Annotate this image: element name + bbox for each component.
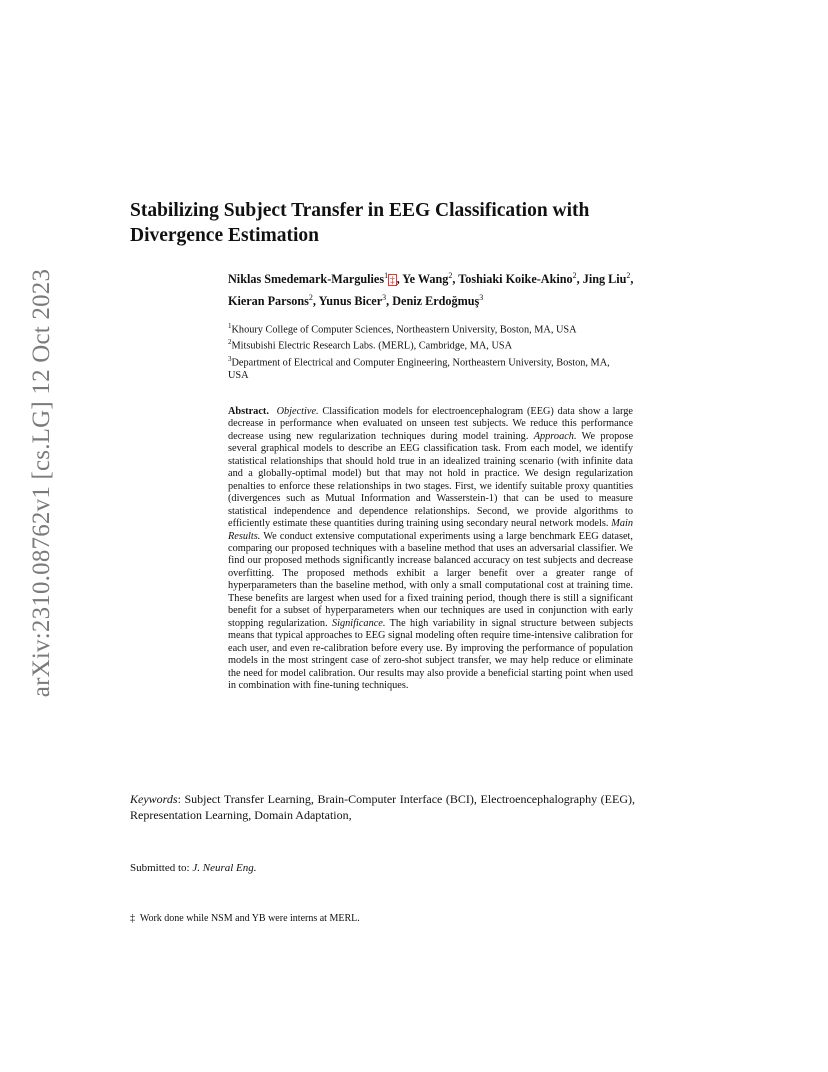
author-affiliation-mark: 3	[479, 293, 484, 303]
abstract	[228, 406, 633, 692]
author-list: Niklas Smedemark-Margulies$^1$ ‡ , Ye Wang$^2$, Toshiaki Koike-Akino$^2$, Jing Liu$^2$, Kieran Parsons$^2$, Yunus Bicer$^3$, Deniz Erdoğmuş$^3$	[228, 271, 634, 309]
author-affiliation-mark: 2	[448, 271, 453, 280]
author-name: Yunus Bicer	[318, 294, 383, 309]
author-name: Ye Wang	[402, 272, 449, 287]
affiliation-mark: 3	[228, 354, 232, 363]
journal-name: J. Neural Eng.	[192, 862, 257, 874]
author-name: Niklas Smedemark-Margulies	[228, 272, 385, 287]
author-affiliation-mark: 2	[626, 271, 631, 280]
affiliation-text: Mitsubishi Electric Research Labs. (MERL), Cambridge, MA, USA	[231, 340, 513, 352]
arxiv-id-text: arXiv:2310.08762v1 [cs.LG] 12 Oct 2023	[28, 268, 55, 698]
abstract-label: Abstract.	[228, 406, 269, 417]
author-affiliation-mark: 2	[308, 293, 313, 303]
keywords-text: : Subject Transfer Learning, Brain-Computer Interface (BCI), Electroencephalography (EEG), Representation Learning, Domain Adaptation,	[130, 792, 635, 822]
significance-text: The high variability in signal structure between subjects means that typical approaches to EEG signal modeling often require time-intensive calibration for each user, and even re-calibration before every use. By improving the performance of population models in the most stringent case of zero-shot subject transfer, we may help reduce or eliminate the need for model calibration. Our results may also provide a beneficial starting point when used in combination with fine-tuning techniques.	[228, 617, 633, 691]
author-name: Deniz Erdoğmuş	[392, 294, 480, 309]
keywords-label: Keywords	[130, 792, 178, 806]
submission-note	[130, 861, 530, 875]
results-text: We conduct extensive computational experiments using a large benchmark EEG dataset, comparing our proposed techniques with a baseline method that uses an adversarial classifier. We find our proposed methods significantly increase balanced accuracy on test subjects and decrease overfitting. The proposed methods exhibit a larger benefit over a greater range of hyperparameters than the baseline method, with only a small computational cost at training time. These benefits are largest when used for a fixed training period, though there is still a significant benefit for a subset of hyperparameters when our techniques are used in conjunction with early stopping regularization.	[228, 530, 633, 629]
author-affiliation-mark: 3	[382, 293, 387, 303]
approach-text: We propose several graphical models to describe an EEG classification task. From each model, we identify statistical relationships that should hold true in an idealized training scenario (with infinite data and a globally-optimal model) but that may not hold in practice. We design regularization penalties to enforce these relationships in two stages. First, we identify suitable proxy quantities (divergences such as Mutual Information and Wasserstein-1) that can be used to measure statistical independence and dependence relationships. Second, we provide algorithms to efficiently estimate these quantities during training using secondary neural network models.	[228, 430, 634, 530]
author-name: Toshiaki Koike-Akino	[458, 272, 573, 287]
affiliation-text: Department of Electrical and Computer Engineering, Northeastern University, Boston, MA, USA	[228, 357, 610, 382]
affiliation-mark: 1	[228, 322, 232, 330]
author-name: Jing Liu	[582, 272, 627, 287]
arxiv-id-stamp	[20, 268, 64, 698]
author-affiliation-mark: 1	[384, 271, 389, 280]
affiliation-text: Khoury College of Computer Sciences, Northeastern University, Boston, MA, USA	[231, 324, 577, 336]
footnote	[130, 912, 530, 925]
results-label: Main Results.	[228, 518, 633, 542]
footnote-link[interactable]: ‡	[390, 275, 395, 286]
submitted-label: Submitted to:	[130, 862, 190, 874]
objective-text: Classification models for electroencephalogram (EEG) data show a large decrease in performance when evaluated on unseen test subjects. We reduce this performance decrease using new regularization techniques during model training.	[228, 406, 633, 442]
affiliation	[228, 336, 628, 352]
author-affiliation-mark: 2	[572, 271, 577, 280]
paper-title: Stabilizing Subject Transfer in EEG Classification with Divergence Estimation	[130, 200, 590, 246]
affiliation	[228, 353, 628, 382]
keywords	[130, 791, 635, 823]
affiliation-list	[228, 320, 628, 382]
footnote-text: Work done while NSM and YB were interns at MERL.	[139, 913, 360, 924]
objective-label: Objective.	[276, 406, 319, 417]
affiliation-mark: 2	[228, 338, 232, 347]
affiliation	[228, 320, 628, 336]
significance-label: Significance.	[331, 617, 386, 629]
footnote-mark: ‡	[130, 913, 135, 924]
author-name: Kieran Parsons	[228, 294, 309, 309]
approach-label: Approach.	[533, 430, 577, 442]
